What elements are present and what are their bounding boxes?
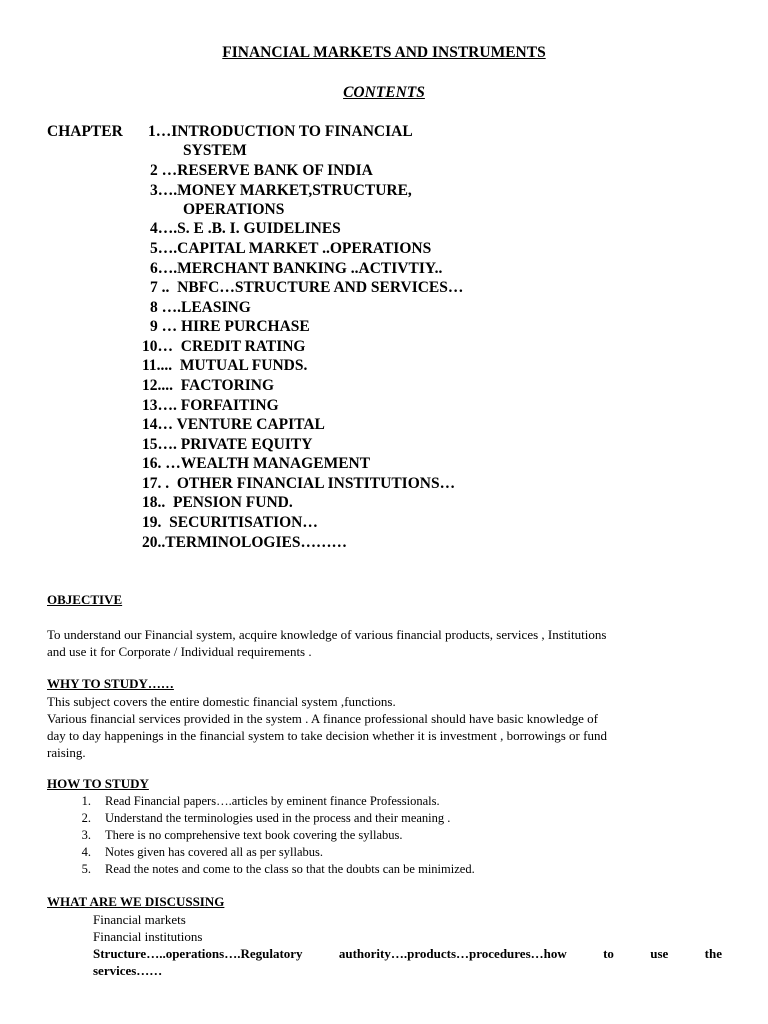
- toc-entry: 5….CAPITAL MARKET ..OPERATIONS: [150, 240, 432, 257]
- toc-entry: 11.... MUTUAL FUNDS.: [142, 357, 308, 374]
- paragraph-line: services……: [93, 963, 163, 978]
- toc-entry: 10… CREDIT RATING: [142, 338, 306, 355]
- list-item: [47, 861, 475, 878]
- discussion-bold-paragraph: [93, 945, 722, 979]
- list-item-number: 1.: [81, 794, 91, 808]
- list-item: [47, 844, 475, 861]
- why-to-study-paragraph: [47, 693, 722, 761]
- list-item-text: Notes given has covered all as per syllabus.: [105, 845, 323, 859]
- what-are-we-discussing-heading: WHAT ARE WE DISCUSSING: [47, 894, 225, 909]
- toc-entry: 14… VENTURE CAPITAL: [142, 416, 325, 433]
- word: use: [650, 946, 669, 961]
- objective-paragraph: [47, 626, 722, 660]
- toc-entry: 9 … HIRE PURCHASE: [150, 318, 310, 335]
- discussion-item: Financial markets: [93, 912, 186, 927]
- toc-entry: 2 …RESERVE BANK OF INDIA: [150, 162, 373, 179]
- toc-entry: 20..TERMINOLOGIES………: [142, 534, 347, 551]
- paragraph-line: and use it for Corporate / Individual requirements .: [47, 644, 312, 659]
- toc-entry: 7 .. NBFC…STRUCTURE AND SERVICES…: [150, 279, 464, 296]
- how-to-study-list: [47, 793, 475, 878]
- discussion-item: Financial institutions: [93, 929, 203, 944]
- toc-entry: 18.. PENSION FUND.: [142, 494, 293, 511]
- toc-entry: 8 ….LEASING: [150, 299, 251, 316]
- toc-entry: 15…. PRIVATE EQUITY: [142, 436, 313, 453]
- list-item-text: Read Financial papers….articles by eminent finance Professionals.: [105, 794, 440, 808]
- contents-heading: CONTENTS: [343, 84, 425, 101]
- toc-entry: 13…. FORFAITING: [142, 397, 279, 414]
- word: to: [603, 946, 614, 961]
- list-item-text: There is no comprehensive text book covering the syllabus.: [105, 828, 403, 842]
- list-item-text: Read the notes and come to the class so that the doubts can be minimized.: [105, 862, 475, 876]
- document-title: FINANCIAL MARKETS AND INSTRUMENTS: [222, 44, 546, 61]
- objective-heading: OBJECTIVE: [47, 592, 123, 607]
- toc-entry: 17. . OTHER FINANCIAL INSTITUTIONS…: [142, 475, 456, 492]
- paragraph-line: This subject covers the entire domestic financial system ,functions.: [47, 694, 396, 709]
- paragraph-line: day to day happenings in the financial system to take decision whether it is investment , borrowings or fund: [47, 728, 607, 743]
- toc-chapter-label: CHAPTER: [47, 123, 123, 140]
- toc-entry: SYSTEM: [183, 142, 247, 159]
- toc-entry: 4….S. E .B. I. GUIDELINES: [150, 220, 341, 237]
- list-item: [47, 793, 475, 810]
- word: Structure…..operations….Regulatory: [93, 946, 303, 961]
- list-item-number: 4.: [81, 845, 91, 859]
- why-to-study-heading: WHY TO STUDY……: [47, 676, 174, 691]
- list-item-number: 3.: [81, 828, 91, 842]
- paragraph-line: To understand our Financial system, acquire knowledge of various financial products, services , Institutions: [47, 627, 607, 642]
- how-to-study-heading: HOW TO STUDY: [47, 776, 149, 791]
- toc-entry: 3….MONEY MARKET,STRUCTURE,: [150, 182, 412, 199]
- paragraph-line: raising.: [47, 745, 86, 760]
- word: the: [704, 946, 722, 961]
- justified-line: [93, 945, 722, 962]
- toc-entry: 16. …WEALTH MANAGEMENT: [142, 455, 371, 472]
- list-item-text: Understand the terminologies used in the process and their meaning .: [105, 811, 451, 825]
- toc-entry: 1…INTRODUCTION TO FINANCIAL: [148, 123, 413, 140]
- list-item-number: 5.: [81, 862, 91, 876]
- toc-entry: 6….MERCHANT BANKING ..ACTIVTIY..: [150, 260, 443, 277]
- list-item-number: 2.: [81, 811, 91, 825]
- word: authority….products…procedures…how: [338, 946, 567, 961]
- toc-entry: 12.... FACTORING: [142, 377, 275, 394]
- paragraph-line: Various financial services provided in the system . A finance professional should have basic knowledge of: [47, 711, 598, 726]
- list-item: [47, 810, 475, 827]
- toc-entry: OPERATIONS: [183, 201, 285, 218]
- toc-entry: 19. SECURITISATION…: [142, 514, 318, 531]
- list-item: [47, 827, 475, 844]
